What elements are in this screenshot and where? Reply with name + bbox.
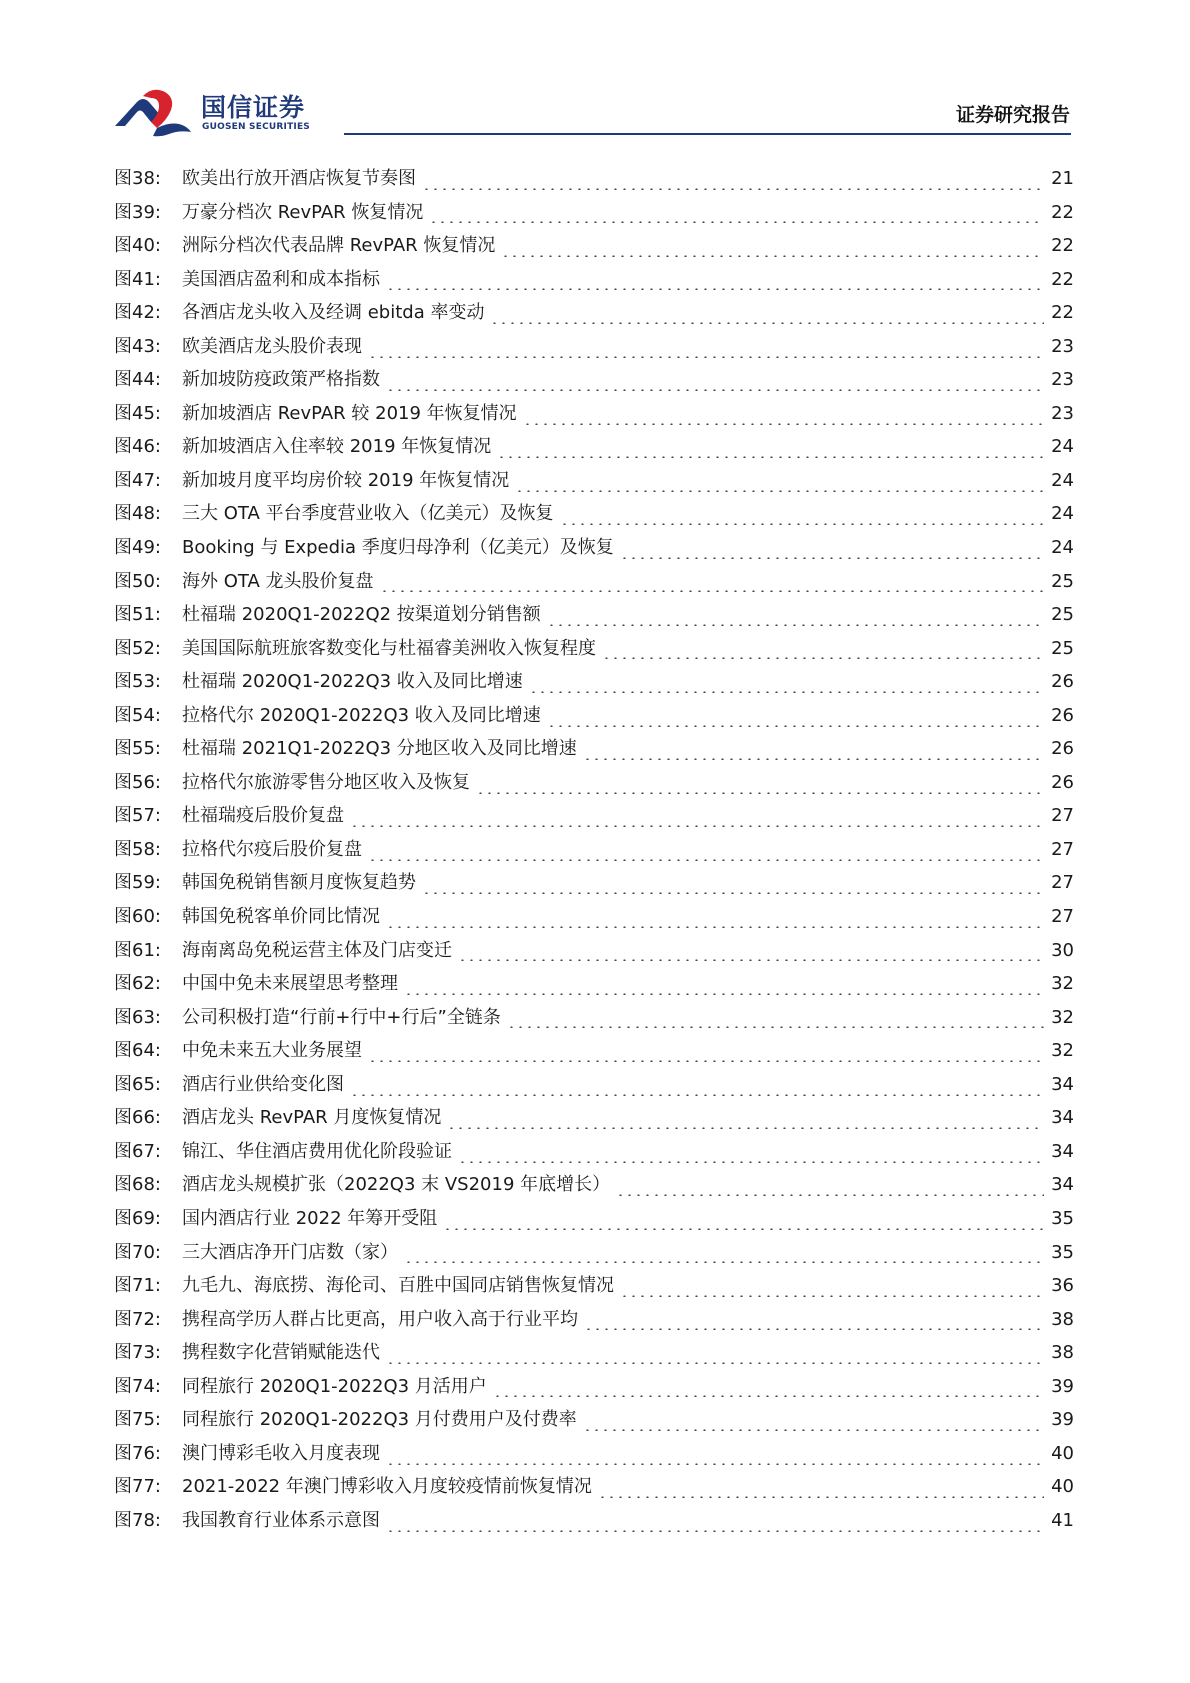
figure-label: 图43: [114, 335, 161, 357]
figure-title: 中免未来五大业务展望 [182, 1040, 362, 1062]
figure-title: 杜福瑞疫后股价复盘 [182, 805, 344, 827]
dot-leader [584, 1328, 1044, 1330]
toc-entry[interactable] [114, 1475, 1074, 1509]
figure-label: 图77: [114, 1476, 161, 1498]
page-number: 35 [1051, 1241, 1074, 1263]
figure-title: 携程数字化营销赋能迭代 [182, 1342, 380, 1364]
dot-leader [507, 1026, 1044, 1028]
figure-title: 三大酒店净开门店数（家） [182, 1241, 398, 1263]
page-number: 38 [1051, 1342, 1074, 1364]
figure-title: 洲际分档次代表品牌 RevPAR 恢复情况 [182, 235, 496, 257]
figure-label: 图49: [114, 537, 161, 559]
toc-entry[interactable] [114, 368, 1074, 402]
toc-entry[interactable] [114, 804, 1074, 838]
toc-entry[interactable] [114, 402, 1074, 436]
page-number: 32 [1051, 1006, 1074, 1028]
figure-label: 图76: [114, 1442, 161, 1464]
figure-label: 图66: [114, 1107, 161, 1129]
figure-title: 杜福瑞 2021Q1-2022Q3 分地区收入及同比增速 [182, 738, 577, 760]
dot-leader [501, 255, 1044, 257]
toc-entry[interactable] [114, 1207, 1074, 1241]
page-number: 34 [1051, 1107, 1074, 1129]
toc-entry[interactable] [114, 1106, 1074, 1140]
guosen-logo-icon [113, 82, 195, 138]
figure-title: 新加坡酒店入住率较 2019 年恢复情况 [182, 436, 492, 458]
figure-title: 韩国免税客单价同比情况 [182, 906, 380, 928]
page-number: 34 [1051, 1073, 1074, 1095]
figure-label: 图63: [114, 1006, 161, 1028]
figure-title: 杜福瑞 2020Q1-2022Q3 收入及同比增速 [182, 671, 523, 693]
figure-label: 图62: [114, 973, 161, 995]
dot-leader [515, 490, 1044, 492]
figure-title: 新加坡酒店 RevPAR 较 2019 年恢复情况 [182, 402, 517, 424]
dot-leader [458, 959, 1044, 961]
dot-leader [602, 657, 1044, 659]
toc-entry[interactable] [114, 737, 1074, 771]
figure-label: 图57: [114, 805, 161, 827]
page-number: 32 [1051, 1040, 1074, 1062]
dot-leader [368, 356, 1044, 358]
figure-title: 酒店龙头 RevPAR 月度恢复情况 [182, 1107, 442, 1129]
page-number: 26 [1051, 704, 1074, 726]
figure-label: 图39: [114, 201, 161, 223]
page-number: 25 [1051, 637, 1074, 659]
figure-title: 海南离岛免税运营主体及门店变迁 [182, 939, 452, 961]
figure-label: 图61: [114, 939, 161, 961]
figure-label: 图53: [114, 671, 161, 693]
figure-title: Booking 与 Expedia 季度归母净利（亿美元）及恢复 [182, 537, 614, 559]
page-number: 26 [1051, 771, 1074, 793]
figure-label: 图55: [114, 738, 161, 760]
toc-entry[interactable] [114, 939, 1074, 973]
dot-leader [447, 1127, 1044, 1129]
toc-entry[interactable] [114, 1039, 1074, 1073]
toc-entry[interactable] [114, 1308, 1074, 1342]
figure-title: 澳门博彩毛收入月度表现 [182, 1442, 380, 1464]
page-number: 24 [1051, 537, 1074, 559]
figure-label: 图44: [114, 369, 161, 391]
dot-leader [476, 792, 1044, 794]
page-number: 27 [1051, 872, 1074, 894]
dot-leader [598, 1496, 1044, 1498]
company-logo [113, 82, 313, 138]
figure-title: 美国酒店盈利和成本指标 [182, 268, 380, 290]
toc-entry[interactable] [114, 670, 1074, 704]
dot-leader [490, 322, 1044, 324]
figure-label: 图41: [114, 268, 161, 290]
toc-entry[interactable] [114, 637, 1074, 671]
figure-label: 图42: [114, 302, 161, 324]
toc-entry[interactable] [114, 1341, 1074, 1375]
dot-leader [350, 825, 1044, 827]
figure-title: 万豪分档次 RevPAR 恢复情况 [182, 201, 424, 223]
figure-title: 各酒店龙头收入及经调 ebitda 率变动 [182, 302, 485, 324]
toc-entry[interactable] [114, 268, 1074, 302]
toc-entry[interactable] [114, 502, 1074, 536]
dot-leader [350, 1094, 1044, 1096]
figure-label: 图71: [114, 1275, 161, 1297]
dot-leader [380, 590, 1044, 592]
figure-label: 图51: [114, 604, 161, 626]
figure-label: 图56: [114, 771, 161, 793]
figure-title: 2021-2022 年澳门博彩收入月度较疫情前恢复情况 [182, 1476, 592, 1498]
dot-leader [547, 725, 1044, 727]
company-name-cn: 国信证券 [201, 93, 306, 122]
toc-entry[interactable] [114, 1408, 1074, 1442]
figure-title: 欧美出行放开酒店恢复节奏图 [182, 168, 416, 189]
page-number: 38 [1051, 1308, 1074, 1330]
figure-label: 图73: [114, 1342, 161, 1364]
page-number: 26 [1051, 738, 1074, 760]
figure-label: 图68: [114, 1174, 161, 1196]
figure-label: 图69: [114, 1207, 161, 1229]
page-number: 23 [1051, 335, 1074, 357]
toc-entry[interactable] [114, 972, 1074, 1006]
company-name-en: GUOSEN SECURITIES [202, 122, 310, 132]
page-number: 22 [1051, 268, 1074, 290]
figure-label: 图74: [114, 1375, 161, 1397]
page-number: 25 [1051, 604, 1074, 626]
toc-entry[interactable] [114, 1442, 1074, 1476]
figure-label: 图40: [114, 235, 161, 257]
figure-title: 杜福瑞 2020Q1-2022Q2 按渠道划分销售额 [182, 604, 541, 626]
figure-label: 图60: [114, 906, 161, 928]
dot-leader [583, 758, 1044, 760]
page-number: 27 [1051, 838, 1074, 860]
page-number: 21 [1051, 168, 1074, 189]
toc-entry[interactable] [114, 603, 1074, 637]
toc-entry[interactable] [114, 301, 1074, 335]
dot-leader [583, 1429, 1044, 1431]
figure-label: 图58: [114, 838, 161, 860]
toc-entry[interactable] [114, 905, 1074, 939]
figure-label: 图38: [114, 168, 161, 189]
figure-title: 韩国免税销售额月度恢复趋势 [182, 872, 416, 894]
figure-label: 图75: [114, 1409, 161, 1431]
toc-entry[interactable] [114, 871, 1074, 905]
page-number: 36 [1051, 1275, 1074, 1297]
dot-leader [529, 691, 1044, 693]
toc-entry[interactable] [114, 234, 1074, 268]
figure-title: 拉格代尔疫后股价复盘 [182, 838, 362, 860]
page-number: 39 [1051, 1375, 1074, 1397]
dot-leader [386, 389, 1044, 391]
toc-entry[interactable] [114, 536, 1074, 570]
dot-leader [404, 1261, 1044, 1263]
dot-leader [386, 926, 1044, 928]
figure-title: 锦江、华住酒店费用优化阶段验证 [182, 1140, 452, 1162]
report-type: 证券研究报告 [955, 104, 1070, 126]
figure-label: 图70: [114, 1241, 161, 1263]
figure-label: 图64: [114, 1040, 161, 1062]
page-number: 39 [1051, 1409, 1074, 1431]
page-number: 25 [1051, 570, 1074, 592]
figure-title: 中国中免未来展望思考整理 [182, 973, 398, 995]
toc-entry[interactable] [114, 771, 1074, 805]
toc-entry[interactable] [114, 1140, 1074, 1174]
figure-title: 国内酒店行业 2022 年筹开受阻 [182, 1207, 438, 1229]
toc-entry[interactable] [114, 570, 1074, 604]
figure-title: 我国教育行业体系示意图 [182, 1509, 380, 1531]
page-number: 24 [1051, 503, 1074, 525]
figure-label: 图65: [114, 1073, 161, 1095]
dot-leader [560, 523, 1044, 525]
figure-label: 图54: [114, 704, 161, 726]
page-number: 40 [1051, 1476, 1074, 1498]
header-rule [344, 133, 1071, 135]
toc-entry[interactable] [114, 838, 1074, 872]
page-number: 34 [1051, 1140, 1074, 1162]
toc-entry[interactable] [114, 704, 1074, 738]
page-number: 34 [1051, 1174, 1074, 1196]
toc-entry[interactable] [114, 1173, 1074, 1207]
page-number: 24 [1051, 436, 1074, 458]
page-number: 30 [1051, 939, 1074, 961]
figure-title: 同程旅行 2020Q1-2022Q3 月活用户 [182, 1375, 487, 1397]
toc-entry[interactable] [114, 1274, 1074, 1308]
page-number: 32 [1051, 973, 1074, 995]
figure-label: 图78: [114, 1509, 161, 1531]
page-number: 27 [1051, 805, 1074, 827]
figure-title: 携程高学历人群占比更高，用户收入高于行业平均 [182, 1308, 578, 1330]
figure-label: 图59: [114, 872, 161, 894]
dot-leader [493, 1395, 1044, 1397]
toc-entry[interactable] [114, 1509, 1074, 1543]
dot-leader [386, 1362, 1044, 1364]
figure-label: 图47: [114, 469, 161, 491]
dot-leader [386, 1463, 1044, 1465]
figure-title: 拉格代尔旅游零售分地区收入及恢复 [182, 771, 470, 793]
page-number: 23 [1051, 402, 1074, 424]
figure-label: 图46: [114, 436, 161, 458]
page-number: 22 [1051, 235, 1074, 257]
figure-title: 新加坡月度平均房价较 2019 年恢复情况 [182, 469, 510, 491]
page-header [0, 0, 1190, 140]
toc-entry[interactable] [114, 435, 1074, 469]
figure-title: 欧美酒店龙头股价表现 [182, 335, 362, 357]
dot-leader [368, 859, 1044, 861]
toc-entry[interactable] [114, 1241, 1074, 1275]
dot-leader [404, 993, 1044, 995]
figure-title: 酒店行业供给变化图 [182, 1073, 344, 1095]
page-number: 22 [1051, 302, 1074, 324]
figure-title: 公司积极打造“行前+行中+行后”全链条 [182, 1006, 501, 1028]
dot-leader [429, 221, 1044, 223]
dot-leader [443, 1228, 1044, 1230]
figure-label: 图72: [114, 1308, 161, 1330]
page-number: 40 [1051, 1442, 1074, 1464]
figure-label: 图48: [114, 503, 161, 525]
dot-leader [523, 423, 1044, 425]
figure-label: 图50: [114, 570, 161, 592]
toc-entry[interactable] [114, 335, 1074, 369]
figure-title: 拉格代尔 2020Q1-2022Q3 收入及同比增速 [182, 704, 541, 726]
dot-leader [497, 456, 1044, 458]
dot-leader [386, 288, 1044, 290]
page-number: 22 [1051, 201, 1074, 223]
toc-entry[interactable] [114, 1375, 1074, 1409]
dot-leader [422, 892, 1044, 894]
figure-title: 酒店龙头规模扩张（2022Q3 末 VS2019 年底增长） [182, 1174, 611, 1196]
figure-label: 图45: [114, 402, 161, 424]
page-number: 41 [1051, 1509, 1074, 1531]
dot-leader [620, 557, 1044, 559]
toc-entry[interactable] [114, 167, 1074, 201]
dot-leader [547, 624, 1044, 626]
dot-leader [616, 1194, 1044, 1196]
figure-label: 图52: [114, 637, 161, 659]
figure-list [114, 167, 1074, 1542]
page-number: 27 [1051, 906, 1074, 928]
page-number: 35 [1051, 1207, 1074, 1229]
figure-title: 美国国际航班旅客数变化与杜福睿美洲收入恢复程度 [182, 637, 596, 659]
dot-leader [368, 1060, 1044, 1062]
dot-leader [386, 1530, 1044, 1532]
toc-entry[interactable] [114, 1006, 1074, 1040]
dot-leader [458, 1161, 1044, 1163]
dot-leader [620, 1295, 1044, 1297]
figure-title: 同程旅行 2020Q1-2022Q3 月付费用户及付费率 [182, 1409, 577, 1431]
figure-title: 三大 OTA 平台季度营业收入（亿美元）及恢复 [182, 503, 554, 525]
figure-title: 新加坡防疫政策严格指数 [182, 369, 380, 391]
page-number: 23 [1051, 369, 1074, 391]
page-number: 24 [1051, 469, 1074, 491]
toc-entry[interactable] [114, 1073, 1074, 1107]
dot-leader [422, 188, 1044, 190]
figure-title: 九毛九、海底捞、海伦司、百胜中国同店销售恢复情况 [182, 1275, 614, 1297]
page-number: 26 [1051, 671, 1074, 693]
figure-title: 海外 OTA 龙头股价复盘 [182, 570, 374, 592]
toc-entry[interactable] [114, 201, 1074, 235]
figure-label: 图67: [114, 1140, 161, 1162]
toc-entry[interactable] [114, 469, 1074, 503]
